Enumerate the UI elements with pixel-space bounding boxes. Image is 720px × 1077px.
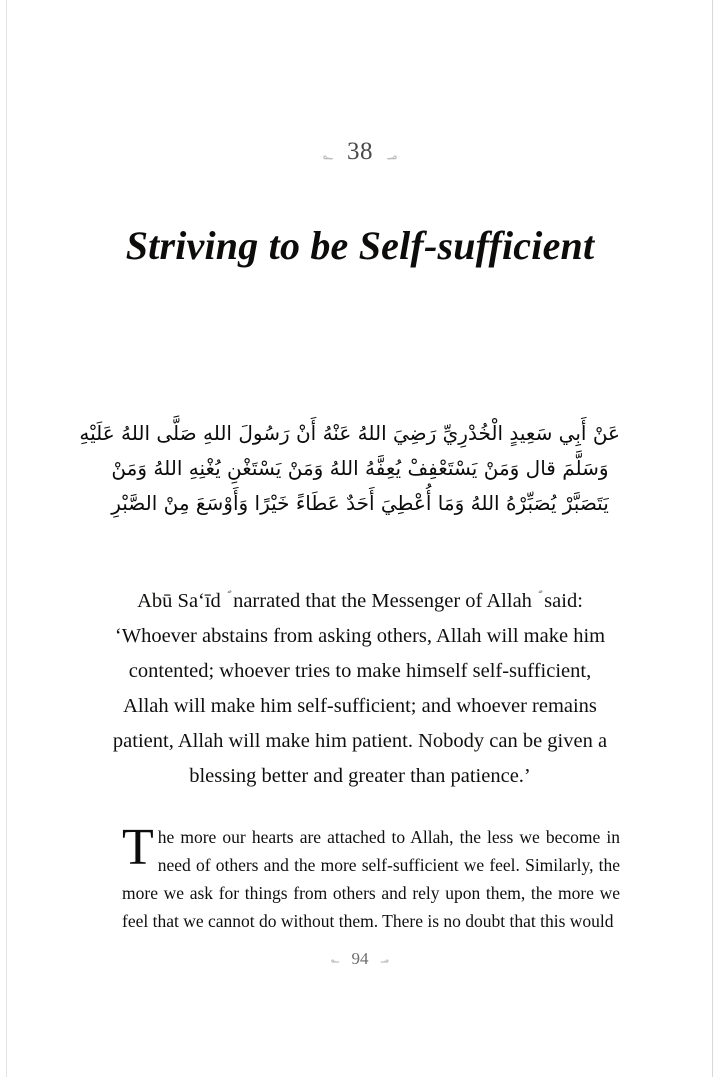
chapter-number: 38 <box>347 137 373 165</box>
hadith-translation-body: said: ‘Whoever abstains from asking others, Allah will make him contented; whoever tries to make himself self-sufficient, Allah will make him self-sufficient; and whoever remains patient, Allah will make him patient. Nobody can be given a blessing better and greater than patience.’ <box>112 590 608 787</box>
hadith-translation <box>108 582 612 794</box>
arabic-hadith-line: وَسَلَّمَ قال وَمَنْ يَسْتَعْفِفْ يُعِفَّهُ اللهُ وَمَنْ يَسْتَغْنِ يُغْنِهِ اللهُ وَمَنْ <box>111 456 609 480</box>
flourish-ornament-icon: ؃ <box>387 141 397 161</box>
chapter-title: Striving to be Self-sufficient <box>125 222 595 268</box>
page-number: 94 <box>351 948 369 968</box>
arabic-hadith-block <box>79 416 620 521</box>
page-edge-right <box>712 0 713 1077</box>
hadith-translation-middle: narrated that the Messenger of Allah <box>233 590 532 612</box>
honorific-companion-icon <box>226 590 228 609</box>
hadith-narrator: Abū Saʻīd <box>137 590 221 612</box>
arabic-hadith-line: عَنْ أَبِي سَعِيدٍ الْخُدْرِيِّ رَضِيَ اللهُ عَنْهُ أَنْ رَسُولَ اللهِ صَلَّى اللهُ عَلَيْهِ <box>79 421 620 445</box>
arabic-hadith-line: يَتَصَبَّرْ يُصَبِّرْهُ اللهُ وَمَا أُعْطِيَ أَحَدٌ عَطَاءً خَيْرًا وَأَوْسَعَ مِنْ الصَّبْرِ <box>111 491 609 515</box>
drop-cap: T <box>122 818 154 876</box>
chapter-number-row <box>100 134 620 168</box>
honorific-prophet-icon <box>537 590 539 609</box>
commentary-text: he more our hearts are attached to Allah, the less we become in need of others and the more self-sufficient we feel. Similarly, the more we ask for things from others and rely upon them, the more we feel that we cannot do without them. There is no doubt that this would <box>122 826 620 931</box>
page-edge-left <box>6 0 7 1077</box>
flourish-ornament-icon: ؃ <box>323 141 333 161</box>
flourish-ornament-icon: ؃ <box>331 950 340 965</box>
page-footer <box>100 946 620 970</box>
commentary-paragraph <box>122 818 620 935</box>
flourish-ornament-icon: ؃ <box>380 950 389 965</box>
